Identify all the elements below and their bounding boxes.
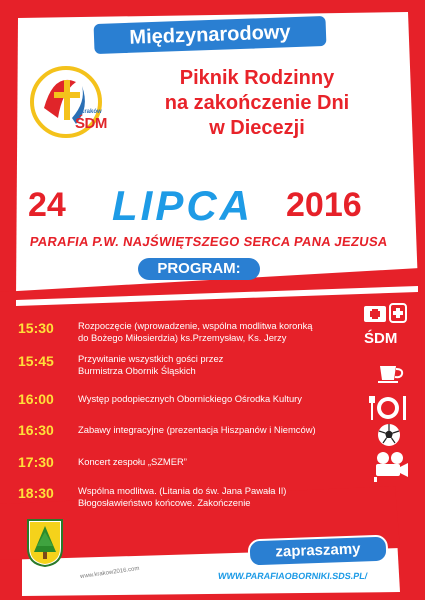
parish-name: PARAFIA P.W. NAJŚWIĘTSZEGO SERCA PANA JEZUSA bbox=[28, 234, 389, 249]
plate-cutlery-icon bbox=[368, 394, 408, 422]
program-description-line-1: Rozpoczęcie (wprowadzenie, wspólna modlitwa koronką bbox=[78, 320, 313, 331]
program-item bbox=[18, 353, 368, 385]
program-description bbox=[78, 320, 388, 344]
program-description bbox=[78, 393, 388, 405]
program-description-line-2: Błogosławieństwo końcowe. Zakończenie bbox=[78, 497, 251, 508]
invite-badge: zapraszamy bbox=[248, 535, 389, 568]
date-day: 24 bbox=[28, 186, 66, 224]
sdm-label: ŚDM bbox=[364, 330, 398, 347]
coffee-cup-icon bbox=[376, 360, 406, 384]
program-label: PROGRAM: bbox=[138, 258, 260, 280]
program-item bbox=[18, 320, 368, 352]
program-time: 16:30 bbox=[18, 422, 54, 438]
website-link[interactable]: WWW.PARAFIAOBORNIKI.SDS.PL/ bbox=[217, 571, 369, 581]
title-pill: Międzynarodowy bbox=[91, 14, 328, 56]
program-description-line-1: Wspólna modlitwa. (Litania do św. Jana Pawała II) bbox=[78, 485, 287, 496]
program-item bbox=[18, 454, 368, 486]
date-month: LIPCA bbox=[112, 182, 253, 229]
headline-line-1: Piknik Rodzinny bbox=[179, 67, 335, 89]
camera-icon bbox=[370, 450, 410, 482]
logo-city: Kraków bbox=[80, 109, 102, 115]
first-aid-icon bbox=[362, 298, 410, 328]
sdm-logo-icon bbox=[24, 62, 122, 144]
program-time: 15:30 bbox=[18, 320, 54, 336]
program-item bbox=[18, 391, 368, 423]
program-description-line-2: Burmistrza Obornik Śląskich bbox=[78, 365, 196, 376]
program-description-line-1: Zabawy integracyjne (prezentacja Hiszpanów i Niemców) bbox=[78, 424, 316, 435]
program-time: 18:30 bbox=[18, 485, 54, 501]
program-time: 16:00 bbox=[18, 391, 54, 407]
program-item bbox=[18, 485, 368, 517]
event-date bbox=[28, 182, 398, 236]
program-item bbox=[18, 422, 368, 454]
program-description-line-2: do Bożego Miłosierdzia) ks.Przemysław, Ks. Jerzy bbox=[78, 332, 287, 343]
program-description-line-1: Przywitanie wszystkich gości przez bbox=[78, 353, 224, 364]
headline-line-2: na zakończenie Dni bbox=[164, 92, 350, 114]
headline bbox=[128, 66, 386, 141]
coat-of-arms-icon bbox=[26, 518, 64, 568]
website-small[interactable]: www.krakow2016.com bbox=[79, 565, 140, 581]
program-description bbox=[78, 424, 388, 436]
program-description-line-1: Koncert zespołu „SZMER” bbox=[78, 456, 187, 467]
logo-sdm: ŚDM bbox=[75, 115, 107, 132]
program-description bbox=[78, 353, 388, 377]
headline-line-3: w Diecezji bbox=[209, 117, 305, 139]
program-time: 15:45 bbox=[18, 353, 54, 369]
program-description bbox=[78, 485, 388, 509]
program-description-line-1: Występ podopiecznych Obornickiego Ośrodka Kultury bbox=[78, 393, 302, 404]
date-year: 2016 bbox=[286, 186, 362, 224]
football-icon bbox=[376, 422, 402, 448]
program-description bbox=[78, 456, 388, 468]
program-time: 17:30 bbox=[18, 454, 54, 470]
